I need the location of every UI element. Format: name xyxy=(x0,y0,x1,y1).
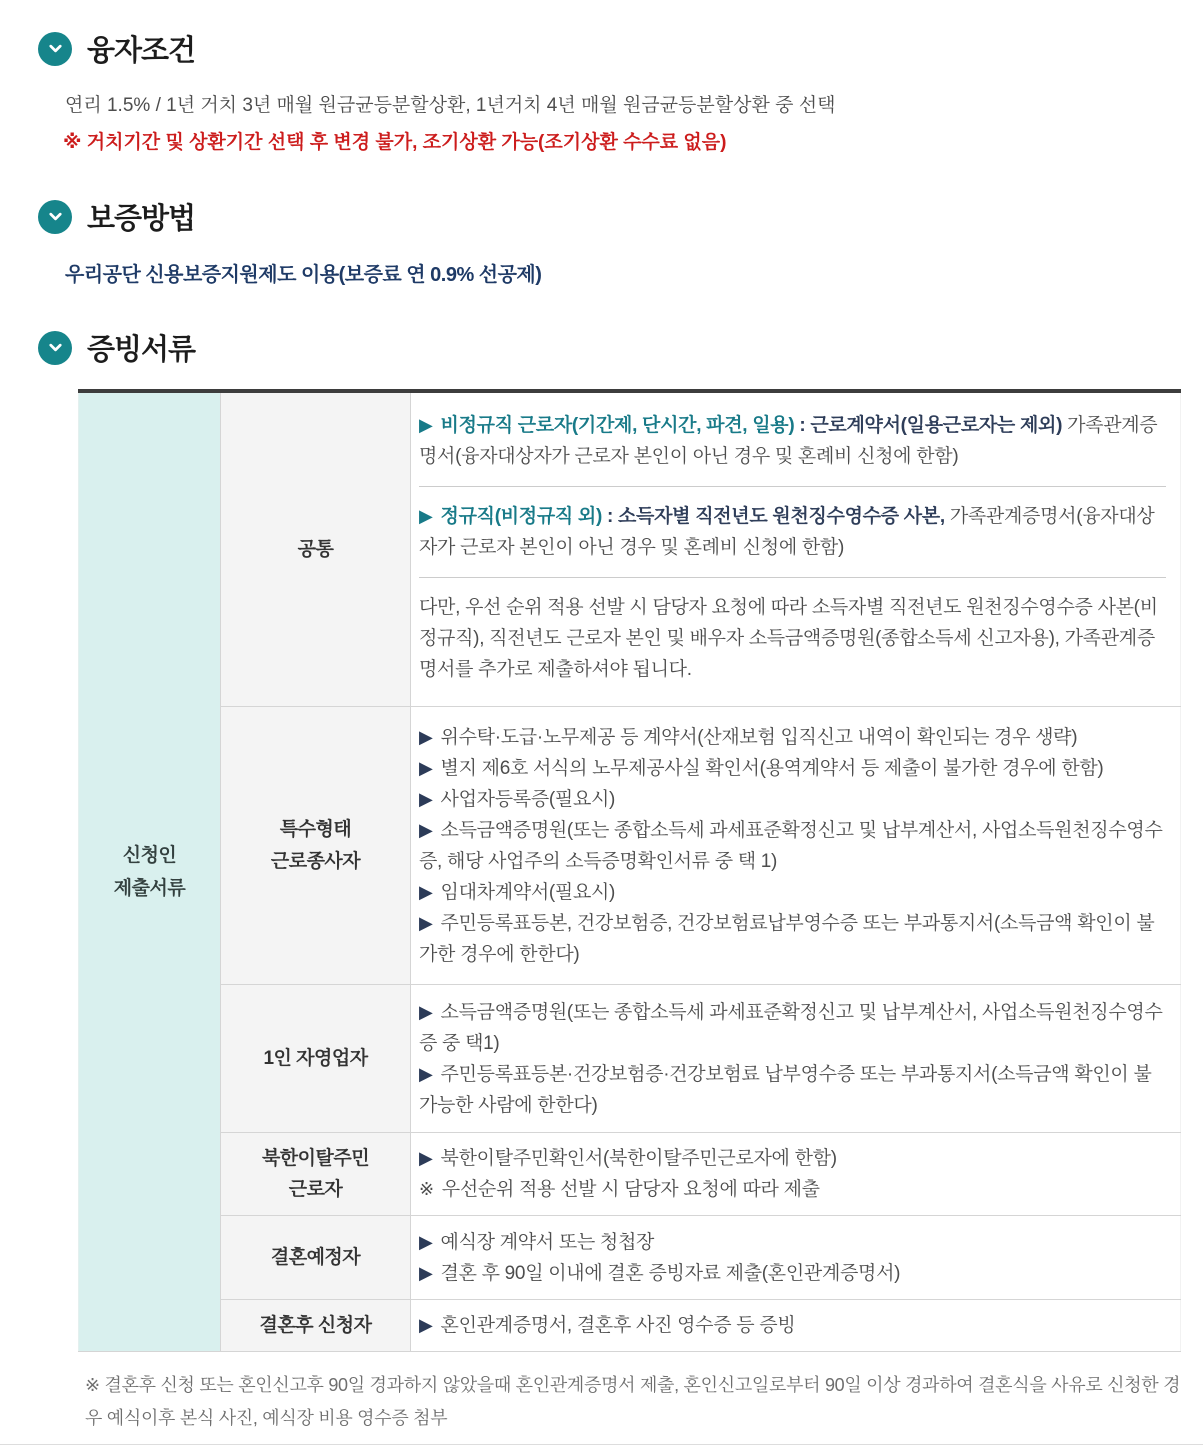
triangle-bullet-icon: ▶ xyxy=(419,788,433,809)
doc-paragraph xyxy=(419,486,1166,574)
row-header-applicant-documents xyxy=(79,391,221,1352)
table-row-common xyxy=(79,391,1181,707)
row-header-line2: 제출서류 xyxy=(113,878,186,899)
loan-warning-text: ※ 거치기간 및 상환기간 선택 후 변경 불가, 조기상환 가능(조기상환 수수료 없음) xyxy=(63,132,727,153)
doc-item: ▶ 주민등록표등본·건강보험증·건강보험료 납부영수증 또는 부과통지서(소득금액 확인이 불가능한 사람에 한한다) xyxy=(419,1063,1152,1116)
triangle-bullet-icon: ▶ xyxy=(419,726,433,747)
category-cell-solo-self-employed: 1인 자영업자 xyxy=(221,985,411,1133)
doc-item: ▶ 결혼 후 90일 이내에 결혼 증빙자료 제출(혼인관계증명서) xyxy=(419,1262,901,1284)
table-row-north-korean-defector-workers xyxy=(79,1133,1181,1216)
section-title-loan: 융자조건 xyxy=(87,35,196,67)
doc-item: ▶ 소득금액증명원(또는 종합소득세 과세표준확정신고 및 납부계산서, 사업소득원천징수영수증, 해당 사업주의 소득증명확인서류 중 택 1) xyxy=(419,819,1163,872)
triangle-bullet-icon: ▶ xyxy=(419,1001,433,1022)
guarantee-method-text: 우리공단 신용보증지원제도 이용(보증료 연 0.9% 선공제) xyxy=(65,264,542,286)
doc-item: ▶ 예식장 계약서 또는 청첩장 xyxy=(419,1231,655,1253)
doc-item: ※ 우선순위 적용 선발 시 담당자 요청에 따라 제출 xyxy=(419,1179,820,1200)
table-row-special-type-workers xyxy=(79,707,1181,985)
doc-item: ▶ 별지 제6호 서식의 노무제공사실 확인서(용역계약서 등 제출이 불가한 경우에 한함) xyxy=(419,757,1104,779)
table-row-post-marriage-applicant xyxy=(79,1300,1181,1352)
triangle-bullet-icon: ▶ xyxy=(419,1315,433,1335)
body-text: 가족관계증명서(융자대상자가 근로자 본인이 아닌 경우 및 혼례비 신청에 한함) xyxy=(419,506,1155,558)
highlight-text: 정규직(비정규직 외) xyxy=(440,506,603,527)
section-loan-header xyxy=(38,28,1203,69)
triangle-bullet-icon: ▶ xyxy=(419,819,433,840)
doc-item: ▶ 혼인관계증명서, 결혼후 사진 영수증 등 증빙 xyxy=(419,1315,796,1336)
body-text: 다만, 우선 순위 적용 선발 시 담당자 요청에 따라 소득자별 직전년도 원천징수영수증 사본(비정규직), 직전년도 근로자 본인 및 배우자 소득금액증명원(종합소득세 신고자용), 가족관계증명서를 추가로 제출하셔야 됩니다. xyxy=(419,597,1158,680)
documents-table xyxy=(78,389,1181,1352)
content-cell-special-type-workers xyxy=(411,707,1181,985)
highlight-text: 비정규직 근로자(기간제, 단시간, 파견, 일용) xyxy=(440,415,795,436)
doc-paragraph xyxy=(419,577,1166,696)
triangle-bullet-icon: ▶ xyxy=(419,912,433,933)
strong-text: : 근로계약서(일용근로자는 제외) xyxy=(794,415,1063,436)
doc-paragraph xyxy=(419,403,1166,483)
doc-item: ▶ 위수탁·도급·노무제공 등 계약서(산재보험 입직신고 내역이 확인되는 경우 생략) xyxy=(419,726,1078,748)
category-cell-special-type-workers: 특수형태 근로종사자 xyxy=(221,707,411,985)
section-guarantee-method xyxy=(0,196,1203,287)
section-title-guarantee: 보증방법 xyxy=(87,203,196,235)
triangle-bullet-icon: ▶ xyxy=(419,1148,433,1168)
triangle-bullet-icon: ▶ xyxy=(419,506,433,526)
content-cell-post-marriage-applicant xyxy=(411,1300,1181,1352)
category-cell-common: 공통 xyxy=(221,391,411,707)
section-loan-conditions xyxy=(0,28,1203,154)
triangle-bullet-icon: ▶ xyxy=(419,1063,433,1084)
triangle-bullet-icon: ▶ xyxy=(419,415,433,435)
category-cell-marriage-planned: 결혼예정자 xyxy=(221,1216,411,1300)
triangle-bullet-icon: ▶ xyxy=(419,1231,433,1252)
chevron-down-icon[interactable] xyxy=(38,331,72,365)
chevron-down-icon[interactable] xyxy=(38,32,72,66)
content-cell-north-korean-defector-workers xyxy=(411,1133,1181,1216)
doc-item: ▶ 임대차계약서(필요시) xyxy=(419,881,616,903)
section-guarantee-header xyxy=(38,196,1203,237)
content-cell-marriage-planned xyxy=(411,1216,1181,1300)
doc-item: ▶ 주민등록표등본, 건강보험증, 건강보험료납부영수증 또는 부과통지서(소득금액 확인이 불가한 경우에 한한다) xyxy=(419,912,1155,965)
table-row-solo-self-employed xyxy=(79,985,1181,1133)
section-required-documents xyxy=(0,327,1203,1435)
row-header-line1: 신청인 xyxy=(122,844,177,866)
triangle-bullet-icon: ▶ xyxy=(419,881,433,902)
strong-text: : 소득자별 직전년도 원천징수영수증 사본, xyxy=(602,506,945,527)
content-cell-common xyxy=(411,391,1181,707)
documents-footnote: ※ 결혼후 신청 또는 혼인신고후 90일 경과하지 않았을때 혼인관계증명서 제출, 혼인신고일로부터 90일 이상 경과하여 결혼식을 사유로 신청한 경우 예식이후 본식 사진, 예식장 비용 영수증 첨부 xyxy=(85,1375,1181,1428)
triangle-bullet-icon: ▶ xyxy=(419,1262,433,1283)
reference-mark-icon: ※ xyxy=(419,1179,434,1199)
category-cell-post-marriage-applicant: 결혼후 신청자 xyxy=(221,1300,411,1352)
doc-item: ▶ 사업자등록증(필요시) xyxy=(419,788,616,810)
doc-item: ▶ 소득금액증명원(또는 종합소득세 과세표준확정신고 및 납부계산서, 사업소득원천징수영수증 중 택1) xyxy=(419,1001,1163,1054)
doc-item: ▶ 북한이탈주민확인서(북한이탈주민근로자에 한함) xyxy=(419,1148,837,1169)
triangle-bullet-icon: ▶ xyxy=(419,757,433,778)
section-documents-header xyxy=(38,327,1203,368)
chevron-down-icon[interactable] xyxy=(38,200,72,234)
loan-terms-text: 연리 1.5% / 1년 거치 3년 매월 원금균등분할상환, 1년거치 4년 매월 원금균등분할상환 중 선택 xyxy=(65,95,836,116)
category-cell-north-korean-defector-workers: 북한이탈주민 근로자 xyxy=(221,1133,411,1216)
content-cell-solo-self-employed xyxy=(411,985,1181,1133)
section-title-documents: 증빙서류 xyxy=(87,334,196,366)
body-text: 가족관계증명서(융자대상자가 근로자 본인이 아닌 경우 및 혼례비 신청에 한함) xyxy=(419,415,1158,467)
table-row-marriage-planned xyxy=(79,1216,1181,1300)
